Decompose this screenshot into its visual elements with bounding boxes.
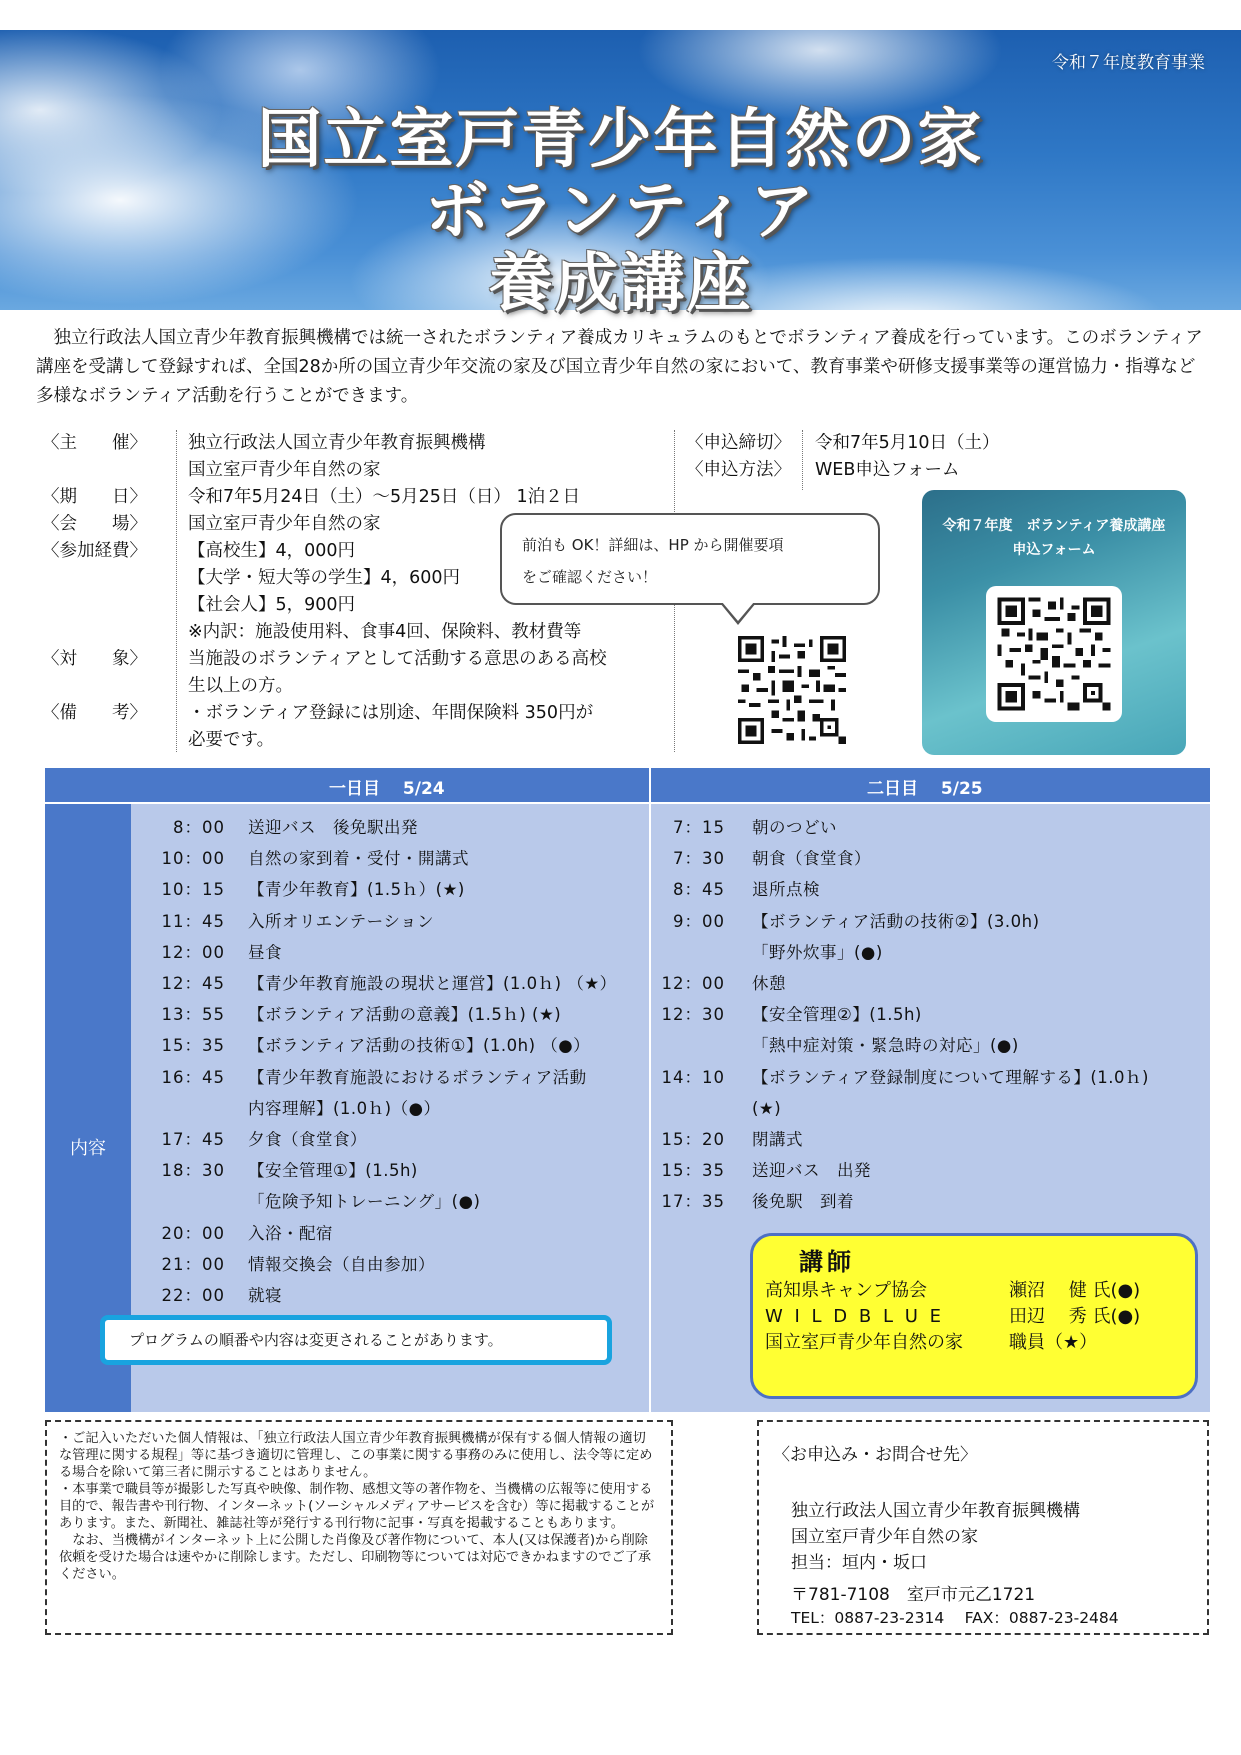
info-divider [176, 430, 177, 752]
label-blank [42, 565, 162, 592]
schedule-activity: 自然の家到着・受付・開講式 [248, 849, 469, 869]
value-fee-highschool: 【高校生】4，000円 [188, 541, 356, 561]
method-value: WEB申込フォーム [815, 460, 960, 480]
schedule-time: 11：45 [161, 911, 225, 931]
schedule-activity: 【青少年教育施設におけるボランティア活動 [248, 1067, 587, 1087]
schedule-time: 17：35 [661, 1192, 725, 1212]
application-labels [686, 430, 791, 484]
schedule-time: 15：20 [661, 1130, 725, 1149]
value-date: 令和7年5月24日（土）～5月25日（日） 1泊２日 [188, 487, 581, 507]
application-form-card[interactable] [922, 490, 1186, 755]
value-target-2: 生以上の方。 [188, 676, 293, 696]
value-organizer-2: 国立室戸青少年自然の家 [188, 460, 381, 480]
schedule-time: 12：30 [661, 1005, 725, 1025]
schedule-time: 20：00 [161, 1223, 225, 1243]
lecturer-org-3: 国立室戸青少年自然の家 [765, 1332, 963, 1353]
schedule-activity: 【ボランティア活動の技術②】(3.0h) [752, 911, 1040, 931]
schedule-time: 14：10 [661, 1067, 725, 1087]
qr-card-title-line2: 申込フォーム [1012, 542, 1096, 558]
contact-phone[interactable]: TEL：0887-23-2314 FAX：0887-23-2484 [791, 1609, 1119, 1627]
schedule-activity: 情報交換会（自由参加） [248, 1254, 435, 1274]
schedule-time: 15：35 [161, 1036, 225, 1056]
schedule-time: 22：00 [161, 1286, 225, 1305]
schedule-time: 8：00 [173, 818, 225, 837]
schedule-activity: 入浴・配宿 [248, 1223, 333, 1243]
schedule-time: 7：30 [673, 849, 725, 869]
privacy-paragraph-2: ・本事業で職員等が撮影した写真や映像、制作物、感想文等の著作物を、当機構の広報等に使用する目的で、報告書や刊行物、インターネット(ソーシャルメディアサービスを含む）等に掲載することがあります。また、新聞社、雑誌社等が発行する刊行物に記事・写真を掲載することもあります。 [59, 1482, 655, 1531]
privacy-paragraph-1: ・ご記入いただいた個人情報は、「独立行政法人国立青少年教育振興機構が保有する個人情報の適切な管理に関する規程」等に基づき適切に管理し、この事業に関する事務のみに使用し、法令等に定める場合を除いて第三者に開示することはありません。 [59, 1431, 653, 1480]
label-blank [42, 619, 162, 646]
schedule-activity: 昼食 [248, 942, 282, 962]
title-line-3: 養成講座 [488, 247, 753, 321]
schedule-activity: 内容理解】(1.0ｈ)（●） [248, 1098, 441, 1118]
schedule-activity: (★) [752, 1098, 782, 1118]
lecturer-box [750, 1233, 1198, 1399]
schedule-activity: 退所点検 [752, 880, 820, 900]
schedule-time: 12：00 [661, 974, 725, 993]
lecturer-name-3: 職員（★） [1009, 1332, 1098, 1353]
bubble-line-1: 前泊も OK！詳細は、HP から開催要項 [522, 536, 784, 554]
schedule-activity: 【安全管理②】(1.5h) [752, 1005, 922, 1025]
schedule-time: 7：15 [673, 818, 725, 837]
lecturer-name-2: 田辺 秀 氏(●) [1009, 1306, 1141, 1327]
label-venue: 〈会 場〉 [42, 514, 147, 534]
schedule-time: 18：30 [161, 1161, 225, 1181]
value-remarks-1: ・ボランティア登録には別途、年間保険料 350円が [188, 703, 594, 723]
qr-card-title-line1: 令和７年度 ボランティア養成講座 [942, 518, 1166, 534]
schedule-time: 12：45 [161, 974, 225, 993]
value-fee-student: 【大学・短大等の学生】4，600円 [188, 568, 461, 588]
schedule-activity: 【ボランティア活動の意義】(1.5ｈ) (★) [248, 1005, 562, 1025]
lecturer-org-1: 高知県キャンプ協会 [765, 1280, 927, 1301]
schedule-activity: 【青少年教育】(1.5ｈ）(★) [248, 880, 465, 900]
schedule-activity: 休憩 [752, 974, 786, 993]
info-labels [42, 430, 162, 754]
content-label: 内容 [70, 1138, 106, 1159]
title-line-2: ボランティア [425, 175, 816, 249]
bubble-line-2: をご確認ください！ [522, 568, 658, 586]
value-venue: 国立室戸青少年自然の家 [188, 514, 381, 534]
schedule-activity: 【ボランティア登録制度について理解する】(1.0ｈ) [752, 1067, 1149, 1087]
homepage-qr-code-icon[interactable] [738, 636, 846, 744]
deadline-label: 〈申込締切〉 [686, 433, 791, 453]
value-target-1: 当施設のボランティアとして活動する意思のある高校 [188, 649, 607, 669]
header-banner [0, 30, 1241, 321]
schedule-time: 13：55 [161, 1005, 225, 1025]
contact-staff: 担当：垣内・坂口 [791, 1553, 927, 1573]
bubble-tail-inner [722, 602, 754, 621]
application-qr-code-icon[interactable] [986, 586, 1122, 722]
label-blank [42, 457, 162, 484]
value-fee-adult: 【社会人】5，900円 [188, 595, 356, 615]
application-values [815, 430, 1000, 484]
schedule-time: 10：15 [161, 880, 225, 900]
contact-facility: 国立室戸青少年自然の家 [791, 1527, 978, 1547]
schedule-time: 10：00 [161, 849, 225, 869]
schedule-time: 17：45 [161, 1130, 225, 1149]
schedule-activity: 夕食（食堂食） [248, 1130, 367, 1149]
schedule-activity: 後免駅 到着 [752, 1192, 854, 1212]
value-fee-breakdown: ※内訳：施設使用料、食事4回、保険料、教材費等 [188, 622, 582, 642]
schedule-time: 16：45 [161, 1067, 225, 1087]
schedule-header [45, 768, 1210, 804]
header-subtitle: 令和７年度教育事業 [1052, 53, 1205, 73]
schedule-activity: 就寝 [248, 1286, 282, 1305]
contact-box [757, 1420, 1209, 1635]
schedule-activity: 【ボランティア活動の技術①】(1.0h) （●） [248, 1036, 591, 1056]
application-divider [802, 430, 803, 490]
schedule-activity: 「野外炊事」(●) [752, 942, 883, 962]
info-bubble [500, 513, 880, 605]
label-target: 〈対 象〉 [42, 649, 147, 669]
header-divider [649, 768, 651, 804]
schedule-activity: 【青少年教育施設の現状と運営】(1.0ｈ) （★） [248, 974, 617, 993]
schedule-time: 8：45 [673, 880, 725, 900]
value-organizer-1: 独立行政法人国立青少年教育振興機構 [188, 433, 486, 453]
lecturer-title: 講師 [799, 1248, 855, 1276]
schedule-activity: 送迎バス 出発 [752, 1161, 871, 1181]
intro-paragraph: 独立行政法人国立青少年教育振興機構では統一されたボランティア養成カリキュラムのもとでボランティア養成を行っています。このボランティア講座を受講して登録すれば、全国28か所の国立青少年交流の家及び国立青少年自然の家において、教育事業や研修支援事業等の運営協力・指導など多様なボランティア活動を行うことができます。 [36, 328, 1203, 406]
schedule-time: 21：00 [161, 1254, 225, 1274]
schedule-time: 12：00 [161, 942, 225, 962]
qr-card-title [922, 514, 1186, 562]
value-remarks-2: 必要です。 [188, 730, 275, 750]
label-blank [42, 727, 162, 754]
schedule-activity: 送迎バス 後免駅出発 [248, 818, 418, 837]
label-remarks: 〈備 考〉 [42, 703, 147, 723]
day1-header: 一日目 5/24 [329, 779, 445, 799]
day-divider [649, 804, 651, 1412]
program-change-note: プログラムの順番や内容は変更されることがあります。 [100, 1315, 612, 1365]
schedule-activity: 朝食（食堂食） [752, 849, 871, 869]
label-blank [42, 592, 162, 619]
method-label: 〈申込方法〉 [686, 460, 791, 480]
contact-title: 〈お申込み・お問合せ先〉 [773, 1445, 977, 1465]
lecturer-org-2: W I L D B L U E [765, 1306, 944, 1327]
label-organizer: 〈主 催〉 [42, 433, 147, 453]
deadline-value: 令和7年5月10日（土） [815, 433, 1000, 453]
schedule-activity: 閉講式 [752, 1130, 803, 1149]
label-fee: 〈参加経費〉 [42, 541, 147, 561]
label-blank [42, 673, 162, 700]
schedule-activity: 入所オリエンテーション [248, 911, 435, 931]
label-date: 〈期 日〉 [42, 487, 147, 507]
schedule-time: 15：35 [661, 1161, 725, 1181]
privacy-paragraph-3: なお、当機構がインターネット上に公開した肖像及び著作物について、本人(又は保護者)から削除依頼を受けた場合は速やかに削除します。ただし、印刷物等については対応できかねますのでご了承ください。 [59, 1533, 652, 1582]
schedule-activity: 「熱中症対策・緊急時の対応」(●) [752, 1036, 1019, 1056]
lecturer-name-1: 瀬沼 健 氏(●) [1009, 1280, 1141, 1301]
schedule-time: 9：00 [673, 911, 725, 931]
privacy-notice [45, 1420, 673, 1635]
title-line-1: 国立室戸青少年自然の家 [257, 103, 984, 177]
contact-address: 〒781-7108 室戸市元乙1721 [791, 1585, 1036, 1605]
schedule-activity: 「危険予知トレーニング」(●) [248, 1192, 481, 1212]
contact-org: 独立行政法人国立青少年教育振興機構 [791, 1501, 1080, 1521]
schedule-activity: 朝のつどい [752, 818, 837, 837]
day2-header: 二日目 5/25 [867, 779, 983, 799]
schedule-activity: 【安全管理①】(1.5h) [248, 1161, 418, 1181]
